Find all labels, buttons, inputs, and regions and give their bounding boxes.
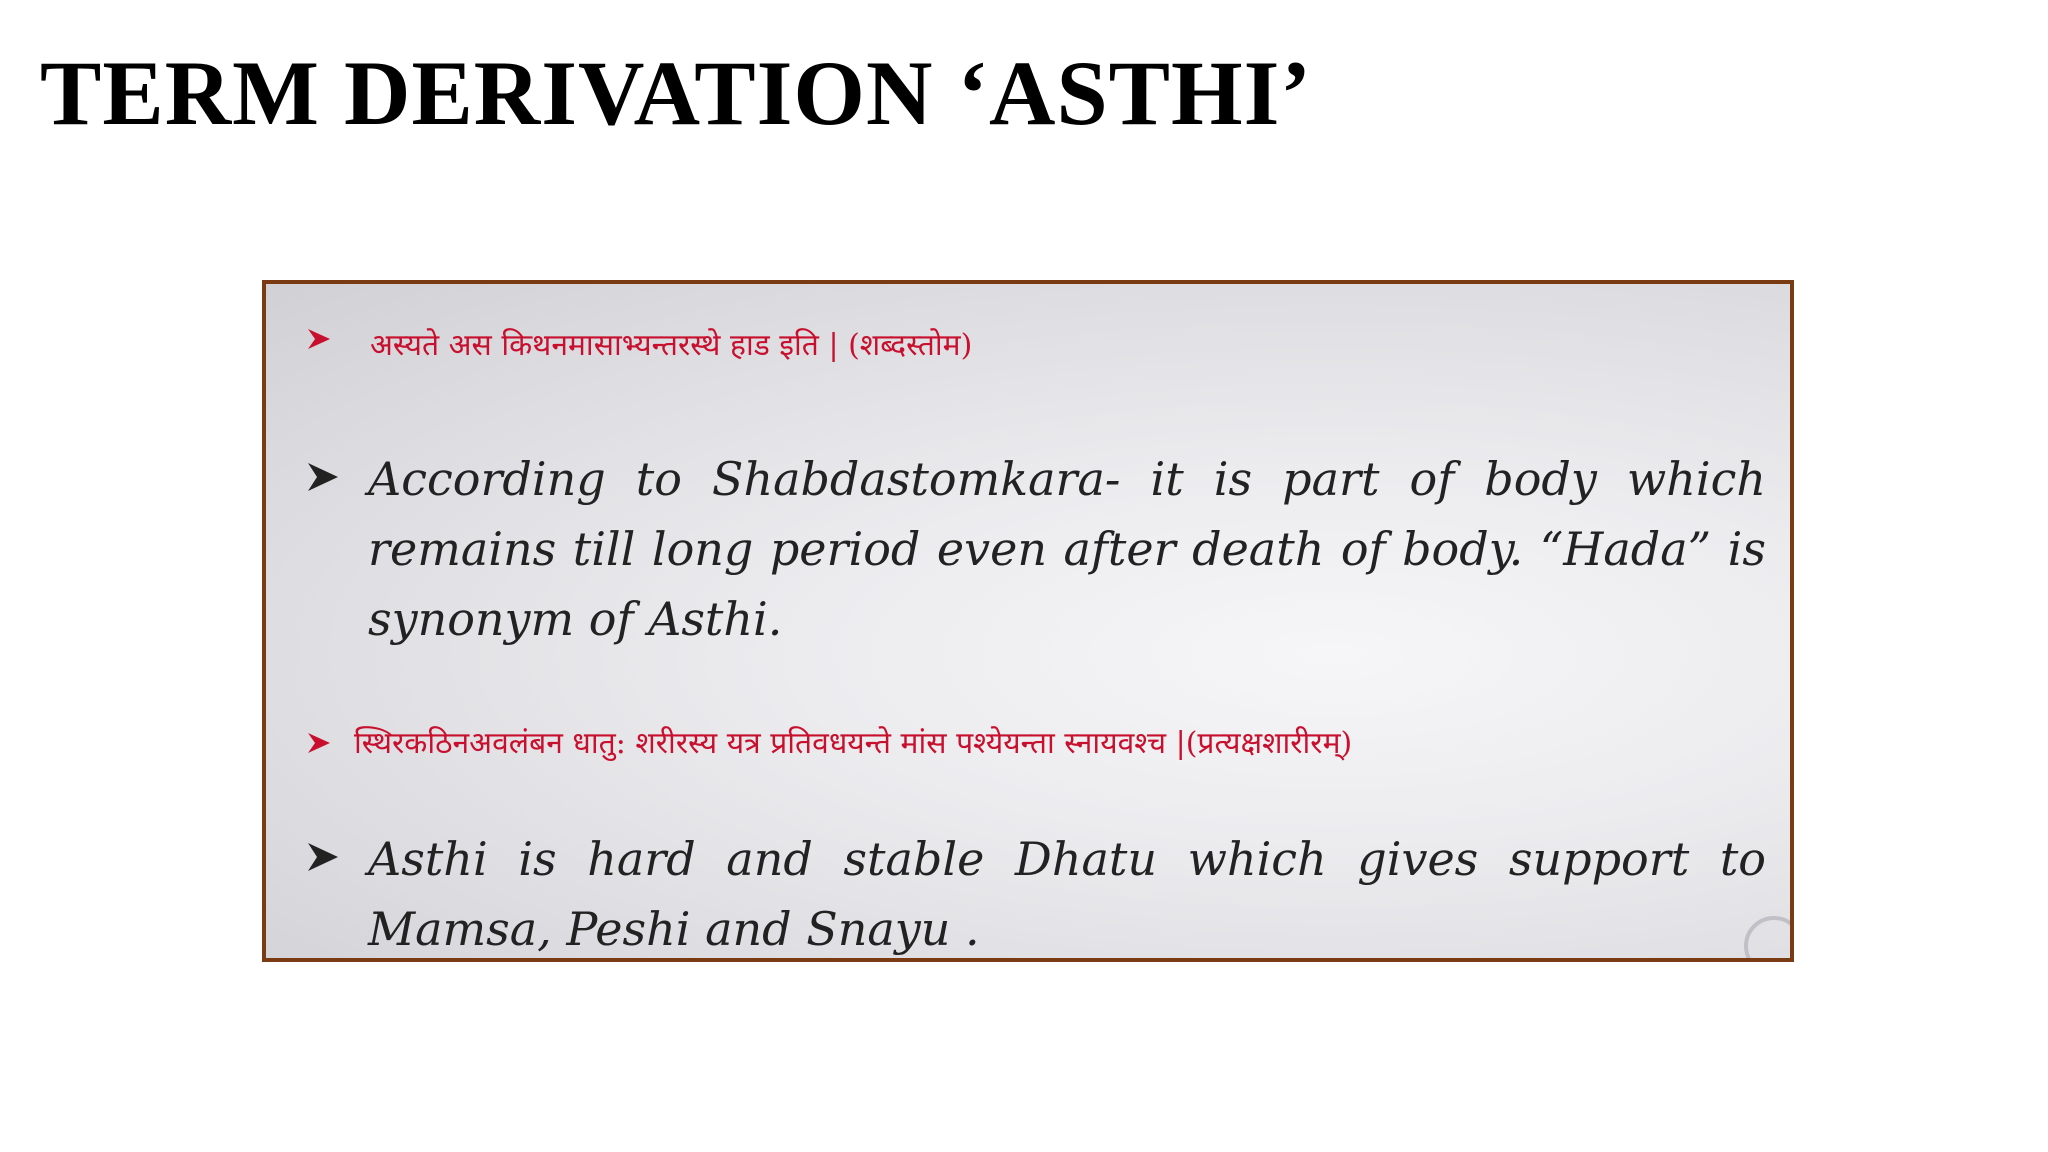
bullet-sanskrit-definition-1 bbox=[306, 326, 972, 366]
english-text: Asthi is hard and stable Dhatu which gives support to Mamsa, Peshi and Snayu . bbox=[368, 832, 1766, 956]
bullet-english-definition-2 bbox=[306, 824, 1766, 962]
sanskrit-text: स्थिरकठिनअवलंबन धातु: शरीरस्य यत्र प्रतिवधयन्ते मांस पश्येयन्ता स्नायवश्च |(प्रत्यक्षशारीरम्) bbox=[354, 726, 1353, 761]
red-arrow-bullet-icon bbox=[306, 326, 332, 352]
sanskrit-text: अस्यते अस किथनमासाभ्यन्तरस्थे हाड इति | (शब्दस्तोम) bbox=[370, 328, 973, 363]
bullet-sanskrit-definition-2 bbox=[306, 724, 1352, 764]
bullet-english-definition-1 bbox=[306, 444, 1766, 654]
arrow-bullet-icon bbox=[306, 840, 340, 874]
red-arrow-bullet-icon bbox=[306, 730, 332, 756]
content-box bbox=[262, 280, 1794, 962]
english-text: According to Shabdastomkara- it is part of body which remains till long period even after death of body. “Hada” is synonym of Asthi. bbox=[368, 452, 1766, 646]
arrow-bullet-icon bbox=[306, 460, 340, 494]
slide-title: TERM DERIVATION ‘ASTHI’ bbox=[40, 42, 1313, 144]
